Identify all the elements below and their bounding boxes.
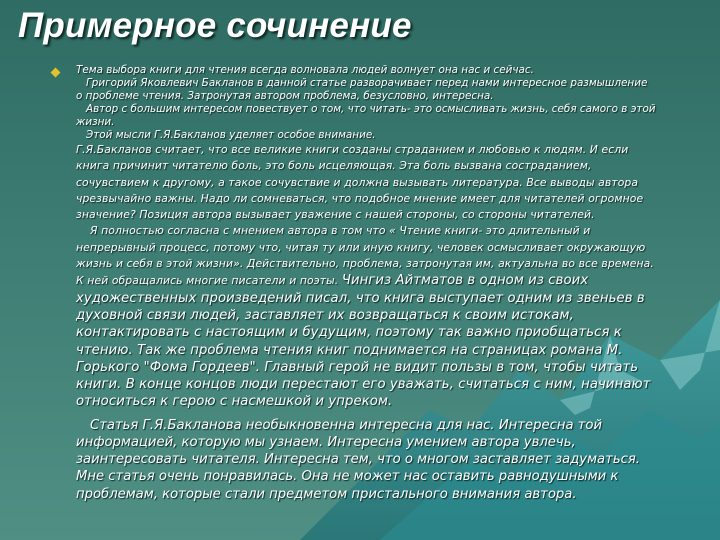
essay-body xyxy=(76,64,656,503)
paragraph-topic: Тема выбора книги для чтения всегда волновала людей волнует она нас и сейчас. xyxy=(76,64,534,76)
bullet-diamond-icon xyxy=(51,68,61,78)
paragraph-intro: Григорий Яковлевич Бакланов в данной статье разворачивает перед нами интересное размышление о проблеме чтения. Затронутая автором проблема, безусловно, интересна. xyxy=(76,77,648,102)
paragraph-emphasis: Этой мысли Г.Я.Бакланов уделяет особое внимание. xyxy=(86,129,376,141)
paragraph-agreement: Я полностью согласна с мнением автора в том что « Чтение книги- это длительный и непрерывный процесс, потому что, читая ту или иную книгу, человек осмысливает окружающую жизнь и себя в этой жизни». Действительно, проблема, затронутая им, актуальна во все времена. К ней обращались многие писатели и поэты. Чингиз Айтматов в одном из своих художественных произведений писал, что книга выступает одним из звеньев в духовной связи людей, заставляет их возвращаться к своим истокам, контактировать с настоящим и будущим, поэтому так важно приобщаться к чтению. Так же проблема чтения книг поднимается на страницах романа М. Горького "Фома Гордеев". Главный герой не видит пользы в том, чтобы читать книги. В конце концов люди перестают его уважать, считаться с ним, начинают относиться к герою с насмешкой и упреком. xyxy=(76,224,654,410)
paragraph-author-position: Г.Я.Бакланов считает, что все великие книги созданы страданием и любовью к людям. И если книга причинит читателю боль, это боль исцеляющая. Эта боль вызвана состраданием, сочувствием к другому, а такое сочувствие и должна вызывать литература. Все выводы автора чрезвычайно важны. Надо ли сомневаться, что подобное мнение имеет для читателей огромное значение? Позиция автора вызывает уважение с нашей стороны, со стороны читателей. xyxy=(76,143,644,222)
paragraph-conclusion: Статья Г.Я.Бакланова необыкновенна интересна для нас. Интересна той информацией, которую мы узнаем. Интересна умением автора увлечь, заинтересовать читателя. Интересна тем, что о многом заставляет задуматься. Мне статья очень понравилась. Она не может нас оставить равнодушными к проблемам, которые стали предметом пристального внимания автора. xyxy=(76,417,640,502)
paragraph-thesis: Автор с большим интересом повествует о том, что читать- это осмысливать жизнь, себя самого в этой жизни. xyxy=(76,103,656,128)
slide-title: Примерное сочинение xyxy=(18,6,412,45)
